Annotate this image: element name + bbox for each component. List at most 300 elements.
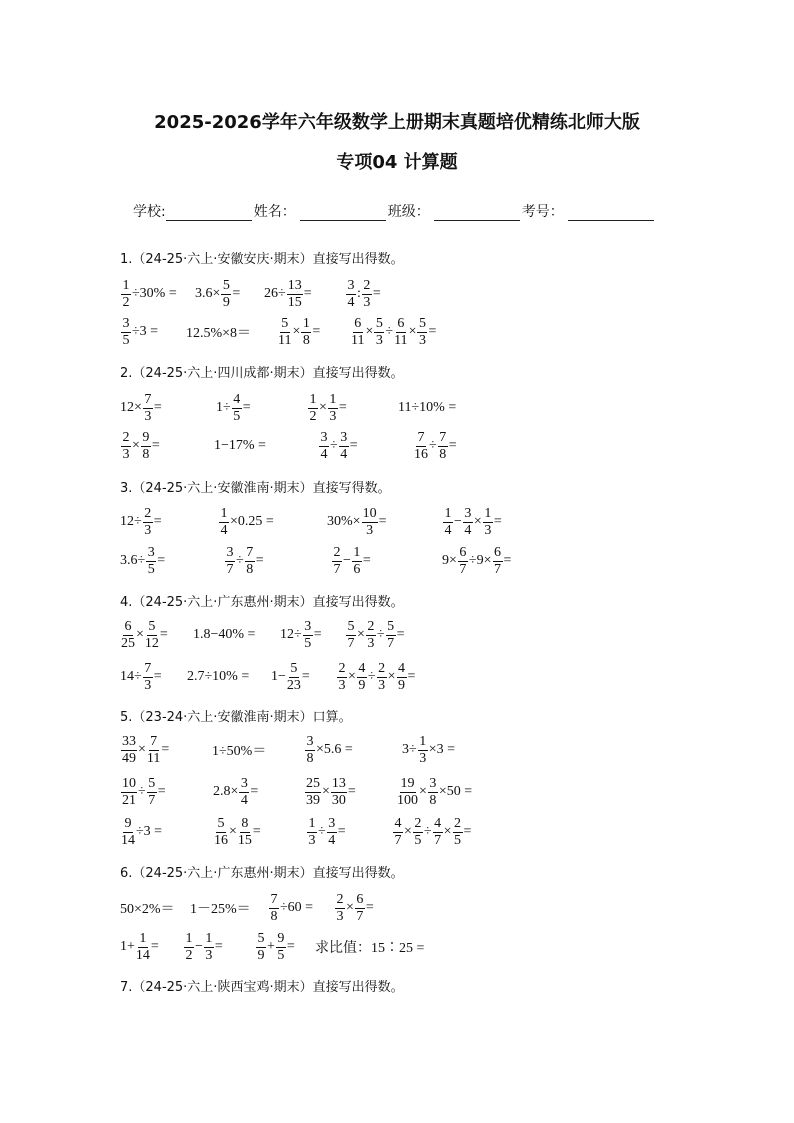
fraction [276, 931, 286, 964]
numerator: 7 [417, 429, 425, 445]
math-expression [212, 732, 266, 768]
numerator: 1 [444, 505, 452, 521]
denominator: 30 [331, 792, 346, 808]
fraction [221, 278, 231, 311]
operator-text: 2.8× [213, 784, 239, 799]
math-expression [442, 543, 511, 579]
operator-text: × [138, 742, 146, 757]
denominator: 8 [142, 446, 150, 462]
fraction [493, 545, 503, 578]
problem-row [0, 732, 600, 768]
numerator: 1 [419, 733, 427, 749]
operator-text: = [252, 824, 261, 839]
operator-text: = [337, 824, 346, 839]
operator-text: 12÷ [120, 514, 142, 529]
denominator: 3 [144, 522, 152, 538]
operator-text: = [232, 286, 241, 301]
operator-text: = [503, 553, 512, 568]
math-expression [306, 814, 346, 850]
denominator: 7 [387, 635, 395, 651]
numerator: 3 [429, 775, 437, 791]
problem-row [0, 890, 600, 926]
operator-text: 11÷10% = [398, 400, 457, 415]
operator-text: 12÷ [280, 627, 302, 642]
fraction [303, 619, 313, 652]
operator-text: 26÷ [264, 286, 286, 301]
operator-text: × [319, 400, 327, 415]
numerator: 3 [328, 815, 336, 831]
section-heading: 2.（24-25·六上·四川成都·期末）直接写出得数。 [120, 366, 404, 381]
operator-text: × [346, 900, 354, 915]
document-title: 2025-2026学年六年级数学上册期末真题培优精练北师大版 [154, 112, 640, 133]
denominator: 3 [367, 635, 375, 651]
denominator: 3 [329, 408, 337, 424]
math-expression [442, 504, 502, 540]
numerator: 2 [144, 505, 152, 521]
math-expression [327, 504, 386, 540]
numerator: 9 [124, 815, 132, 831]
problem-row [0, 428, 600, 464]
operator-text: × [132, 438, 140, 453]
numerator: 5 [148, 618, 156, 634]
denominator: 3 [378, 677, 386, 693]
fraction [394, 316, 407, 349]
fraction [143, 506, 153, 539]
operator-text: × [408, 324, 417, 339]
operator-text: = [347, 784, 356, 799]
fraction [238, 816, 252, 849]
operator-text: 1－25%＝ [190, 902, 251, 917]
numerator: 1 [220, 505, 228, 521]
operator-text: × [365, 324, 374, 339]
fraction [337, 661, 347, 694]
denominator: 3 [144, 677, 152, 693]
operator-text: 9× [442, 553, 457, 568]
numerator: 7 [150, 733, 158, 749]
section-heading: 4.（24-25·六上·广东惠州·期末）直接写出得数。 [120, 595, 404, 610]
numerator: 5 [387, 618, 395, 634]
numerator: 9 [277, 930, 285, 946]
denominator: 5 [304, 635, 312, 651]
fraction [366, 619, 376, 652]
operator-text: − [343, 553, 351, 568]
operator-text: = [313, 627, 322, 642]
math-expression [120, 390, 162, 426]
denominator: 3 [338, 677, 346, 693]
denominator: 16 [414, 446, 428, 462]
math-expression [271, 659, 310, 695]
fraction [335, 892, 345, 925]
operator-text: = [463, 824, 472, 839]
operator-text: × [357, 627, 365, 642]
denominator: 5 [454, 832, 461, 848]
math-expression [402, 732, 455, 768]
denominator: 3 [418, 332, 426, 348]
fraction [351, 316, 364, 349]
operator-text: = [407, 669, 416, 684]
denominator: 9 [358, 677, 366, 693]
class-blank [434, 206, 520, 221]
math-expression [190, 890, 251, 926]
operator-text: 3.6÷ [120, 553, 146, 568]
math-expression [264, 276, 312, 312]
operator-text: = [255, 553, 264, 568]
denominator: 12 [144, 635, 159, 651]
fraction [143, 392, 153, 425]
operator-text: ÷ [385, 324, 394, 339]
math-expression [304, 732, 353, 768]
denominator: 7 [226, 561, 234, 577]
fraction [355, 892, 365, 925]
numerator: 5 [217, 815, 225, 831]
operator-text: ×50 = [438, 784, 473, 799]
numerator: 4 [233, 391, 241, 407]
denominator: 7 [356, 908, 364, 924]
math-expression [120, 814, 162, 850]
fraction [357, 661, 367, 694]
operator-text: × [419, 784, 427, 799]
numerator: 33 [122, 733, 136, 749]
fraction [121, 776, 137, 809]
fraction [328, 392, 338, 425]
fraction [307, 816, 317, 849]
numerator: 5 [375, 315, 383, 331]
math-expression [120, 504, 162, 540]
numerator: 1 [139, 930, 147, 946]
math-expression [398, 390, 456, 426]
student-info-line [133, 201, 656, 221]
math-expression [280, 617, 322, 653]
numerator: 3 [347, 277, 355, 293]
denominator: 49 [122, 750, 136, 766]
numerator: 3 [240, 775, 248, 791]
fraction [443, 506, 453, 539]
operator-text: ÷ [138, 784, 146, 799]
fraction [245, 545, 255, 578]
denominator: 4 [444, 522, 452, 538]
fraction [483, 506, 493, 539]
numerator: 6 [397, 315, 405, 331]
operator-text: = [242, 400, 251, 415]
math-expression [120, 732, 169, 768]
denominator: 11 [351, 332, 365, 348]
numerator: 19 [400, 775, 415, 791]
numerator: 4 [434, 815, 442, 831]
denominator: 39 [306, 792, 320, 808]
operator-text: ÷ [376, 627, 385, 642]
operator-text: × [292, 324, 301, 339]
denominator: 2 [309, 408, 317, 424]
denominator: 3 [366, 522, 374, 538]
operator-text: ÷ [330, 438, 338, 453]
numerator: 4 [398, 660, 405, 676]
numerator: 3 [122, 315, 130, 331]
operator-text: ÷3 = [136, 824, 163, 839]
math-expression [413, 428, 457, 464]
numerator: 3 [464, 505, 472, 521]
math-expression [186, 314, 251, 350]
fraction [332, 545, 342, 578]
math-expression [277, 314, 320, 350]
operator-text: = [159, 627, 168, 642]
numerator: 2 [367, 618, 375, 634]
numerator: 5 [418, 315, 426, 331]
numerator: 7 [439, 429, 447, 445]
numerator: 3 [306, 733, 314, 749]
denominator: 2 [122, 294, 130, 310]
operator-text: = [161, 742, 170, 757]
operator-text: = [338, 400, 347, 415]
numerator: 6 [459, 544, 467, 560]
numerator: 6 [354, 315, 362, 331]
math-expression [120, 428, 160, 464]
operator-text: × [443, 824, 452, 839]
operator-text: = [157, 784, 166, 799]
section-heading: 5.（23-24·六上·安徽淮南·期末）口算。 [120, 710, 352, 725]
denominator: 3 [144, 408, 152, 424]
math-expression [193, 617, 255, 653]
numerator: 7 [144, 391, 152, 407]
fraction [362, 278, 372, 311]
section-heading: 7.（24-25·六上·陕西宝鸡·期末）直接写出得数。 [120, 980, 404, 995]
operator-text: − [454, 514, 462, 529]
numerator: 5 [257, 930, 265, 946]
operator-text: ×3 = [428, 742, 455, 757]
fraction [121, 430, 131, 463]
section-heading: 1.（24-25·六上·安徽安庆·期末）直接写出得数。 [120, 252, 404, 267]
operator-text: ÷ [367, 669, 376, 684]
fraction [219, 506, 229, 539]
fraction [239, 776, 249, 809]
math-expression [315, 929, 424, 965]
numerator: 3 [340, 429, 348, 445]
operator-text: = [214, 939, 223, 954]
fraction [463, 506, 473, 539]
numerator: 4 [394, 815, 402, 831]
denominator: 23 [286, 677, 301, 693]
fraction [256, 931, 266, 964]
fraction [374, 316, 384, 349]
denominator: 7 [494, 561, 501, 577]
operator-text: = [153, 400, 162, 415]
fraction [121, 734, 137, 767]
numerator: 13 [331, 775, 346, 791]
operator-text: × [322, 784, 330, 799]
denominator: 9 [222, 294, 230, 310]
denominator: 4 [320, 446, 328, 462]
fraction [362, 506, 378, 539]
fraction [146, 545, 156, 578]
numerator: 1 [302, 315, 310, 331]
operator-text: 12× [120, 400, 142, 415]
math-expression [331, 543, 371, 579]
math-expression [218, 504, 274, 540]
denominator: 9 [398, 677, 405, 693]
problem-row [0, 659, 600, 695]
numerator: 9 [142, 429, 150, 445]
math-expression [214, 428, 266, 464]
section-heading: 6.（24-25·六上·广东惠州·期末）直接写出得数。 [120, 866, 404, 881]
operator-text: = [372, 286, 381, 301]
operator-text: = [428, 324, 437, 339]
operator-text: × [404, 824, 412, 839]
numerator: 8 [241, 815, 249, 831]
fraction [184, 931, 194, 964]
fraction [352, 545, 362, 578]
numerator: 3 [147, 544, 155, 560]
operator-text: ÷3 = [132, 324, 159, 339]
math-expression [345, 617, 405, 653]
denominator: 11 [394, 332, 408, 348]
fraction [287, 661, 301, 694]
math-expression [187, 659, 249, 695]
math-expression [318, 428, 358, 464]
numerator: 1 [205, 930, 213, 946]
denominator: 21 [122, 792, 136, 808]
operator-text: ÷ [236, 553, 244, 568]
numerator: 1 [353, 544, 361, 560]
operator-text: × [387, 669, 396, 684]
problem-row [0, 814, 600, 850]
math-expression [304, 774, 356, 810]
numerator: 2 [333, 544, 341, 560]
numerator: 2 [122, 429, 130, 445]
numerator: 7 [144, 660, 152, 676]
denominator: 5 [147, 561, 155, 577]
operator-text: = [153, 669, 162, 684]
fraction [319, 430, 329, 463]
fraction [278, 316, 291, 349]
denominator: 8 [439, 446, 447, 462]
numerator: 7 [270, 891, 278, 907]
fraction [428, 776, 438, 809]
numerator: 6 [356, 891, 364, 907]
fraction [121, 816, 135, 849]
operator-text: 1.8−40% = [193, 627, 256, 642]
class-label: 班级： [387, 204, 430, 220]
numerator: 1 [308, 815, 316, 831]
numerator: 3 [226, 544, 234, 560]
denominator: 100 [397, 792, 418, 808]
numerator: 13 [287, 277, 302, 293]
denominator: 11 [278, 332, 292, 348]
operator-text: − [195, 939, 203, 954]
denominator: 8 [429, 792, 437, 808]
operator-text: ÷30% = [132, 286, 177, 301]
problem-row [0, 504, 600, 540]
denominator: 3 [363, 294, 371, 310]
operator-text: ÷ [429, 438, 437, 453]
school-label: 学校: [133, 204, 166, 220]
fraction [121, 316, 131, 349]
document-subtitle: 专项04 计算题 [336, 152, 458, 173]
operator-text: 1÷50%＝ [212, 744, 267, 759]
numerator: 2 [363, 277, 371, 293]
fraction [397, 661, 407, 694]
operator-text: = [151, 438, 160, 453]
problem-row [0, 276, 600, 312]
numerator: 7 [246, 544, 254, 560]
operator-text: = [286, 939, 295, 954]
fraction [214, 816, 228, 849]
fraction [145, 619, 159, 652]
operator-text: = [250, 784, 259, 799]
fraction [433, 816, 443, 849]
numerator: 2 [338, 660, 346, 676]
section-heading: 3.（24-25·六上·安徽淮南·期末）直接写得数。 [120, 481, 391, 496]
denominator: 15 [287, 294, 302, 310]
math-expression [120, 314, 158, 350]
math-expression [120, 774, 166, 810]
fraction [453, 816, 463, 849]
math-expression [213, 774, 258, 810]
operator-text: = [301, 669, 310, 684]
operator-text: × [136, 627, 144, 642]
fraction [414, 430, 428, 463]
numerator: 1 [309, 391, 317, 407]
operator-text: 12.5%×8＝ [186, 326, 252, 341]
denominator: 7 [459, 561, 467, 577]
operator-text: ÷9× [468, 553, 492, 568]
math-expression [255, 929, 295, 965]
math-expression [120, 617, 168, 653]
school-blank [166, 206, 252, 221]
operator-text: = [362, 553, 371, 568]
denominator: 8 [246, 561, 254, 577]
denominator: 7 [333, 561, 341, 577]
operator-text: = [312, 324, 321, 339]
fraction [386, 619, 396, 652]
numerator: 6 [124, 618, 132, 634]
numerator: 2 [378, 660, 386, 676]
denominator: 8 [302, 332, 310, 348]
fraction [141, 430, 151, 463]
operator-text: × [473, 514, 482, 529]
operator-text: ÷ [318, 824, 326, 839]
denominator: 3 [122, 446, 130, 462]
denominator: 4 [240, 792, 248, 808]
operator-text: = [349, 438, 358, 453]
fraction [418, 734, 428, 767]
problem-row [0, 929, 600, 965]
numerator: 2 [454, 815, 461, 831]
math-expression [307, 390, 347, 426]
denominator: 5 [414, 832, 422, 848]
denominator: 5 [122, 332, 130, 348]
math-expression [120, 929, 159, 965]
operator-text: = [153, 514, 162, 529]
fraction [143, 661, 153, 694]
numerator: 6 [494, 544, 501, 560]
denominator: 2 [185, 947, 193, 963]
denominator: 3 [484, 522, 492, 538]
problem-row [0, 617, 600, 653]
operator-text: = [396, 627, 405, 642]
operator-text: 3÷ [402, 742, 417, 757]
numerator: 2 [336, 891, 344, 907]
numerator: 10 [362, 505, 377, 521]
operator-text: 30%× [327, 514, 361, 529]
fraction [225, 545, 235, 578]
number-blank [568, 206, 654, 221]
denominator: 16 [214, 832, 228, 848]
denominator: 14 [121, 832, 135, 848]
numerator: 1 [122, 277, 130, 293]
denominator: 4 [328, 832, 336, 848]
problem-row [0, 774, 600, 810]
denominator: 7 [434, 832, 442, 848]
fraction [346, 619, 356, 652]
